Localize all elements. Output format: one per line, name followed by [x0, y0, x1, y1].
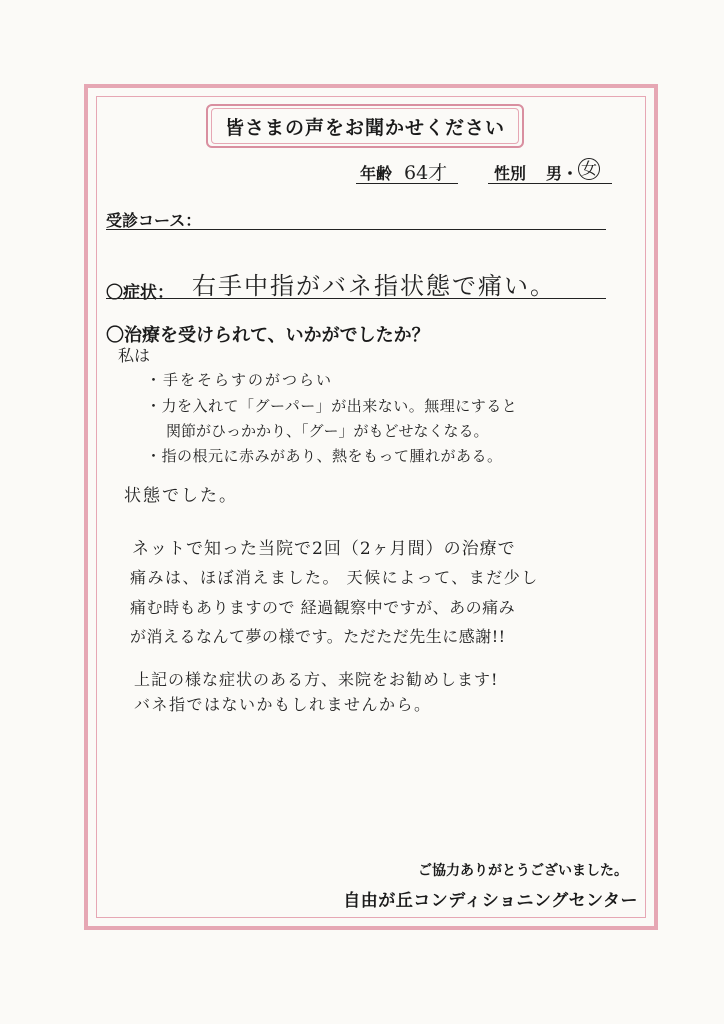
answer-line: 関節がひっかかり、「グー」がもどせなくなる。	[166, 422, 489, 440]
age-label: 年齢	[360, 164, 393, 183]
answer-line: バネ指ではないかもしれませんから。	[134, 695, 432, 714]
footer-clinic-name: 自由が丘コンディショニングセンター	[343, 891, 638, 911]
course-underline	[106, 229, 606, 230]
answer-line: 痛みは、ほぼ消えました。 天候によって、まだ少し	[130, 568, 539, 587]
answer-line: が消えるなんて夢の様です。ただただ先生に感謝!!	[130, 627, 506, 646]
sex-label: 性別	[494, 164, 527, 183]
answer-line: ・指の根元に赤みがあり、熱をもって腫れがある。	[146, 447, 503, 465]
answer-line: ・力を入れて「グーパー」が出来ない。無理にすると	[146, 397, 518, 415]
question-label: 〇治療を受けられて、いかがでしたか？	[106, 325, 430, 346]
answer-line: ネットで知った当院で2回（2ヶ月間）の治療で	[132, 539, 516, 559]
answer-line: ・手をそらすのがつらい	[146, 371, 334, 389]
sex-female-circled	[578, 158, 600, 180]
symptom-underline	[106, 298, 606, 299]
symptom-label: 〇症状：	[106, 283, 174, 303]
footer-thanks: ご協力ありがとうございました。	[418, 863, 628, 879]
answer-line: 痛む時もありますので 経過観察中ですが、あの痛み	[130, 598, 516, 617]
age-value: 64才	[404, 162, 448, 184]
age-underline	[356, 183, 458, 184]
form-title: 皆さまの声をお聞かせください	[211, 108, 519, 144]
sex-female: 女	[578, 158, 600, 180]
symptom-value: 右手中指がバネ指状態で痛い。	[192, 272, 556, 300]
course-label: 受診コース：	[106, 211, 202, 230]
answer-line: 状態でした。	[124, 486, 238, 506]
sex-underline	[488, 183, 612, 184]
sex-male: 男・	[546, 164, 579, 183]
answer-line: 上記の様な症状のある方、来院をお勧めします!	[134, 670, 499, 689]
answer-line: 私は	[118, 346, 151, 365]
